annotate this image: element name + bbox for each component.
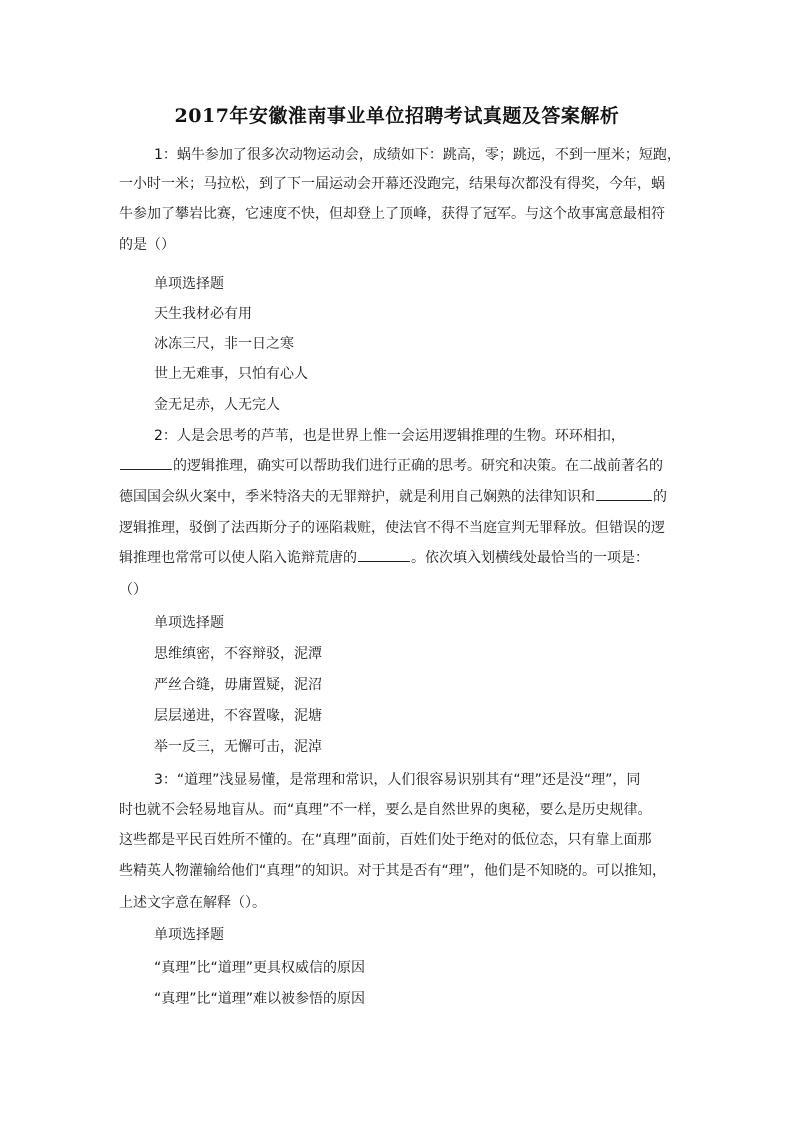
q1-stem-line-1: 1：蜗牛参加了很多次动物运动会，成绩如下：跳高，零；跳远，不到一厘米；短跑，: [154, 147, 681, 163]
q2-stem-line-5: [119, 548, 649, 568]
q1-stem-line-2: 一小时一米；马拉松，到了下一届运动会开幕还没跑完，结果每次都没有得奖，今年，蜗: [119, 176, 665, 192]
q2-stem-line-3-text: 德国国会纵火案中，季米特洛夫的无罪辩护，就是利用自己娴熟的法律知识和: [119, 489, 595, 505]
q2-stem-line-2: [119, 456, 663, 476]
document-title: 2017年安徽淮南事业单位招聘考试真题及答案解析: [174, 105, 620, 127]
q2-stem-line-2-text: 的逻辑推理，确实可以帮助我们进行正确的思考。研究和决策。在二战前著名的: [173, 458, 663, 474]
q2-stem-line-6: （）: [119, 582, 147, 598]
q2-stem-line-1: 2：人是会思考的芦苇，也是世界上惟一会运用逻辑推理的生物。环环相扣，: [154, 428, 625, 444]
q2-stem-line-3-end: 的: [653, 489, 667, 505]
q2-option-d: 举一反三，无懈可击，泥淖: [154, 739, 322, 755]
q1-stem-line-4: 的是（）: [119, 237, 175, 253]
q1-question-type: 单项选择题: [154, 276, 224, 292]
q3-stem-line-5: 上述文字意在解释（）。: [119, 895, 266, 911]
q2-option-c: 层层递进，不容置喙，泥塘: [154, 708, 322, 724]
q3-stem-line-1: 3：“道理”浅显易懂，是常理和常识，人们很容易识别其有“理”还是没“理”，同: [154, 772, 641, 788]
q3-stem-line-3: 这些都是平民百姓所不懂的。在“真理”面前，百姓们处于绝对的低位态，只有靠上面那: [119, 832, 652, 848]
fill-blank: [596, 499, 652, 501]
q3-option-b: “真理”比“道理”难以被参悟的原因: [154, 991, 366, 1007]
q1-option-c: 世上无难事，只怕有心人: [154, 366, 308, 382]
q2-option-b: 严丝合缝，毋庸置疑，泥沼: [154, 677, 322, 693]
q2-stem-line-3: [119, 487, 667, 507]
q1-option-b: 冰冻三尺，非一日之寒: [154, 336, 294, 352]
q1-stem-line-3: 牛参加了攀岩比赛，它速度不快，但却登上了顶峰，获得了冠军。与这个故事寓意最相符: [119, 206, 665, 222]
q2-stem-line-5-text: 辑推理也常常可以使人陷入诡辩荒唐的: [119, 550, 357, 566]
q2-stem-line-5-end: 。依次填入划横线处最恰当的一项是：: [411, 550, 649, 566]
q2-question-type: 单项选择题: [154, 615, 224, 631]
q1-option-d: 金无足赤，人无完人: [154, 397, 280, 413]
q3-question-type: 单项选择题: [154, 927, 224, 943]
q2-option-a: 思维缜密，不容辩驳，泥潭: [154, 646, 322, 662]
q1-option-a: 天生我材必有用: [154, 306, 252, 322]
q2-stem-line-4: 逻辑推理，驳倒了法西斯分子的诬陷栽赃，使法官不得不当庭宣判无罪释放。但错误的逻: [119, 520, 665, 536]
q3-option-a: “真理”比“道理”更具权威信的原因: [154, 960, 366, 976]
fill-blank: [120, 468, 172, 470]
q3-stem-line-2: 时也就不会轻易地盲从。而“真理”不一样，要么是自然世界的奥秘，要么是历史规律。: [119, 802, 652, 818]
q3-stem-line-4: 些精英人物灌输给他们“真理”的知识。对于其是否有“理”，他们是不知晓的。可以推知，: [119, 863, 667, 879]
fill-blank: [358, 560, 410, 562]
